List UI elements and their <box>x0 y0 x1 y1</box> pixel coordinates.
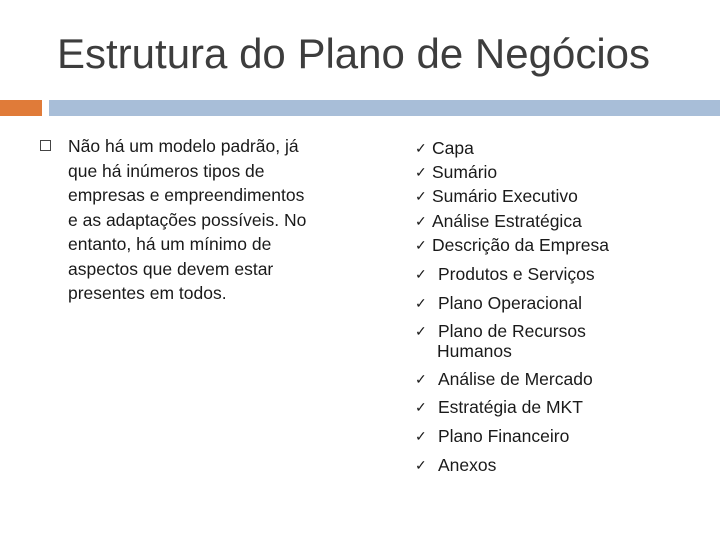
checklist-item: ✓ Estratégia de MKT <box>415 397 583 417</box>
check-icon: ✓ <box>415 399 427 415</box>
checklist-item: ✓ Análise Estratégica <box>415 211 582 231</box>
checklist-item-continuation: Humanos <box>437 341 512 361</box>
checklist-item: ✓ Descrição da Empresa <box>415 235 610 255</box>
check-icon: ✓ <box>415 428 427 444</box>
checklist-item: ✓ Capa <box>415 138 474 158</box>
checklist-item: ✓ Sumário Executivo <box>415 186 578 206</box>
checklist-item: ✓ Análise de Mercado <box>415 369 593 389</box>
checklist-item: ✓ Plano de Recursos Humanos <box>415 321 586 361</box>
check-icon: ✓ <box>415 457 427 473</box>
checklist-item: ✓ Plano Financeiro <box>415 426 570 446</box>
checklist-item: ✓ Sumário <box>415 162 498 182</box>
checklist-item: ✓ Plano Operacional <box>415 293 582 313</box>
body-paragraph: Não há um modelo padrão, já que há inúmeros tipos de empresas e empreendimentos e as adaptações possíveis. No entanto, há um mínimo de aspectos que devem estar presentes em todos. <box>68 136 307 303</box>
checklist-item: ✓ Produtos e Serviços <box>415 264 595 284</box>
check-icon: ✓ <box>415 140 427 156</box>
check-icon: ✓ <box>415 323 427 339</box>
check-icon: ✓ <box>415 213 427 229</box>
slide-title: Estrutura do Plano de Negócios <box>57 30 651 77</box>
check-icon: ✓ <box>415 371 427 387</box>
check-icon: ✓ <box>415 237 427 253</box>
check-icon: ✓ <box>415 266 427 282</box>
checklist-item: ✓ Anexos <box>415 455 497 475</box>
check-icon: ✓ <box>415 188 427 204</box>
check-icon: ✓ <box>415 164 427 180</box>
check-icon: ✓ <box>415 295 427 311</box>
